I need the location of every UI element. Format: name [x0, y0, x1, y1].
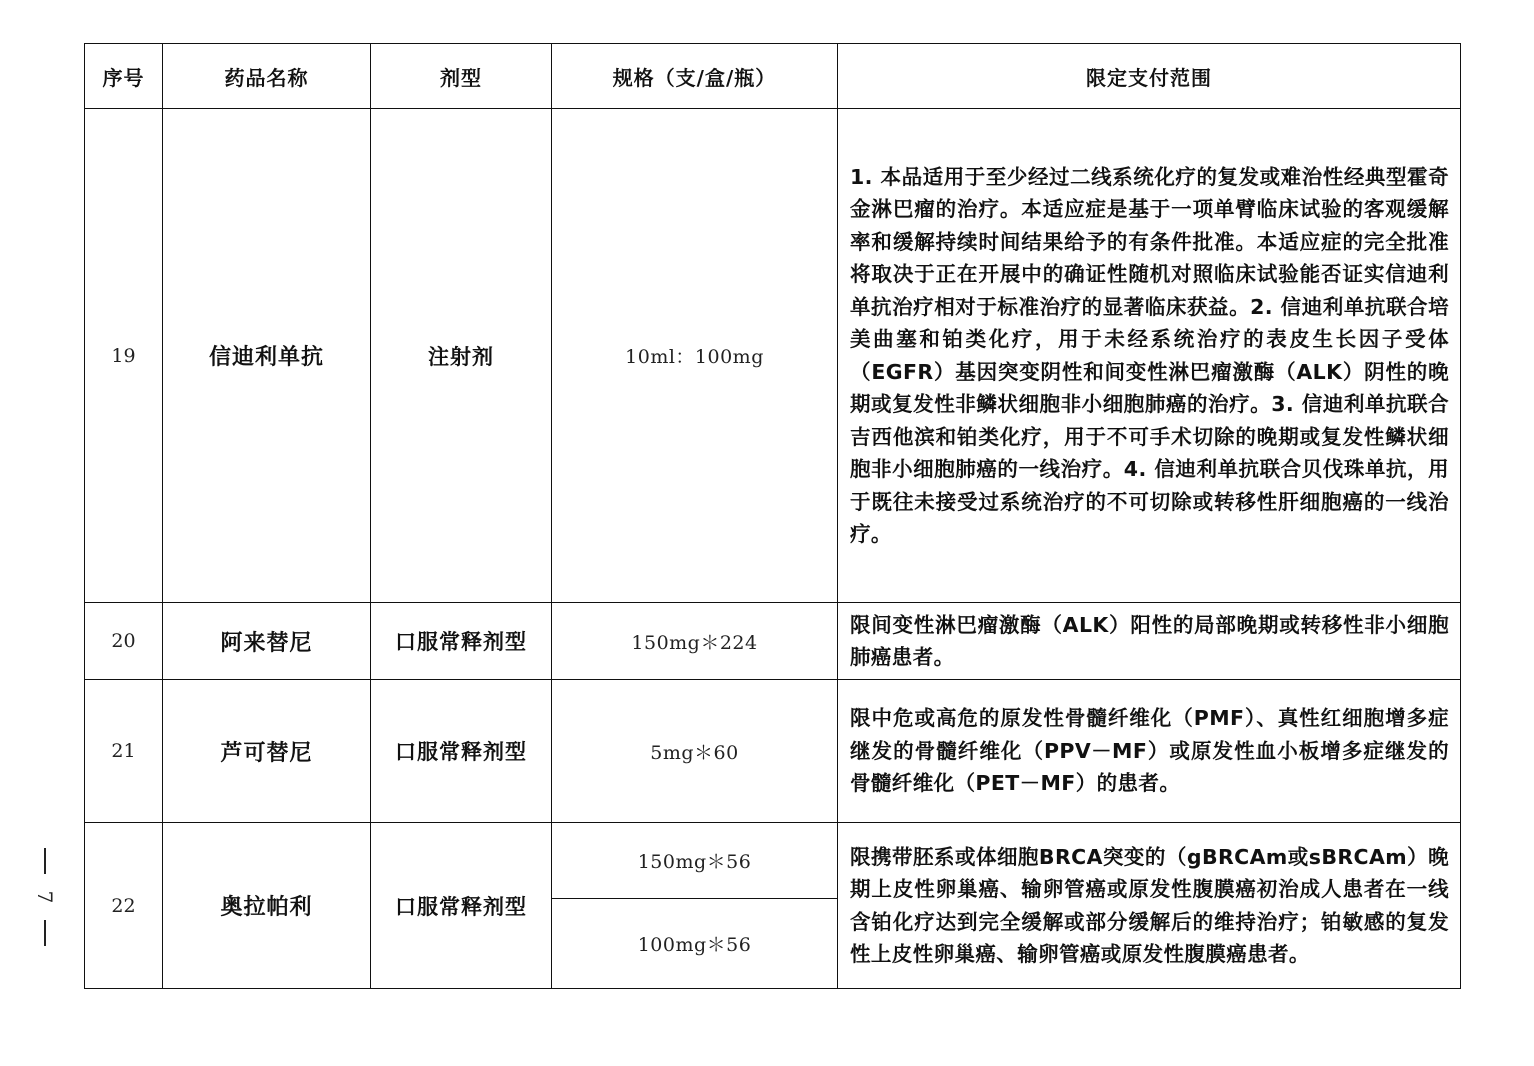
table-row — [85, 823, 1461, 899]
row-drug-name: 芦可替尼 — [163, 680, 371, 823]
header-drug-name: 药品名称 — [163, 44, 371, 109]
row-drug-name: 信迪利单抗 — [163, 109, 371, 603]
row-spec: 10ml：100mg — [552, 109, 838, 603]
row-seq: 19 — [85, 109, 163, 603]
row-spec: 100mg＊56 — [552, 899, 838, 989]
row-dosage-form: 口服常释剂型 — [371, 603, 552, 680]
row-payment-scope: 1. 本品适用于至少经过二线系统化疗的复发或难治性经典型霍奇金淋巴瘤的治疗。本适应症是基于一项单臂临床试验的客观缓解率和缓解持续时间结果给予的有条件批准。本适应症的完全批准将取决于正在开展中的确证性随机对照临床试验能否证实信迪利单抗治疗相对于标准治疗的显著临床获益。2. 信迪利单抗联合培美曲塞和铂类化疗，用于未经系统治疗的表皮生长因子受体（EGFR）基因突变阴性和间变性淋巴瘤激酶（ALK）阴性的晚期或复发性非鳞状细胞非小细胞肺癌的治疗。3. 信迪利单抗联合吉西他滨和铂类化疗，用于不可手术切除的晚期或复发性鳞状细胞非小细胞肺癌的一线治疗。4. 信迪利单抗联合贝伐珠单抗，用于既往未接受过系统治疗的不可切除或转移性肝细胞癌的一线治疗。 — [838, 109, 1461, 603]
drug-table-sheet — [84, 43, 1461, 989]
table-row — [85, 603, 1461, 680]
row-seq: 21 — [85, 680, 163, 823]
row-payment-scope: 限携带胚系或体细胞BRCA突变的（gBRCAm或sBRCAm）晚期上皮性卵巢癌、输卵管癌或原发性腹膜癌初治成人患者在一线含铂化疗达到完全缓解或部分缓解后的维持治疗；铂敏感的复发性上皮性卵巢癌、输卵管癌或原发性腹膜癌患者。 — [838, 823, 1461, 989]
row-spec: 150mg＊224 — [552, 603, 838, 680]
row-dosage-form: 口服常释剂型 — [371, 680, 552, 823]
row-seq: 20 — [85, 603, 163, 680]
row-payment-scope: 限中危或高危的原发性骨髓纤维化（PMF）、真性红细胞增多症继发的骨髓纤维化（PPV－MF）或原发性血小板增多症继发的骨髓纤维化（PET－MF）的患者。 — [838, 680, 1461, 823]
table-row — [85, 109, 1461, 603]
row-drug-name: 阿来替尼 — [163, 603, 371, 680]
header-dosage-form: 剂型 — [371, 44, 552, 109]
drug-table — [84, 43, 1461, 989]
row-spec: 5mg＊60 — [552, 680, 838, 823]
page-number-dash-bottom — [44, 920, 46, 946]
header-seq: 序号 — [85, 44, 163, 109]
row-dosage-form: 口服常释剂型 — [371, 823, 552, 989]
table-row — [85, 680, 1461, 823]
page-number-dash-top — [44, 848, 46, 874]
row-drug-name: 奥拉帕利 — [163, 823, 371, 989]
header-spec: 规格（支/盒/瓶） — [552, 44, 838, 109]
page-number-digit: 7 — [33, 890, 57, 904]
row-spec: 150mg＊56 — [552, 823, 838, 899]
row-dosage-form: 注射剂 — [371, 109, 552, 603]
header-payment-scope: 限定支付范围 — [838, 44, 1461, 109]
table-header-row — [85, 44, 1461, 109]
row-seq: 22 — [85, 823, 163, 989]
row-payment-scope: 限间变性淋巴瘤激酶（ALK）阳性的局部晚期或转移性非小细胞肺癌患者。 — [838, 603, 1461, 680]
page-number — [33, 848, 57, 946]
